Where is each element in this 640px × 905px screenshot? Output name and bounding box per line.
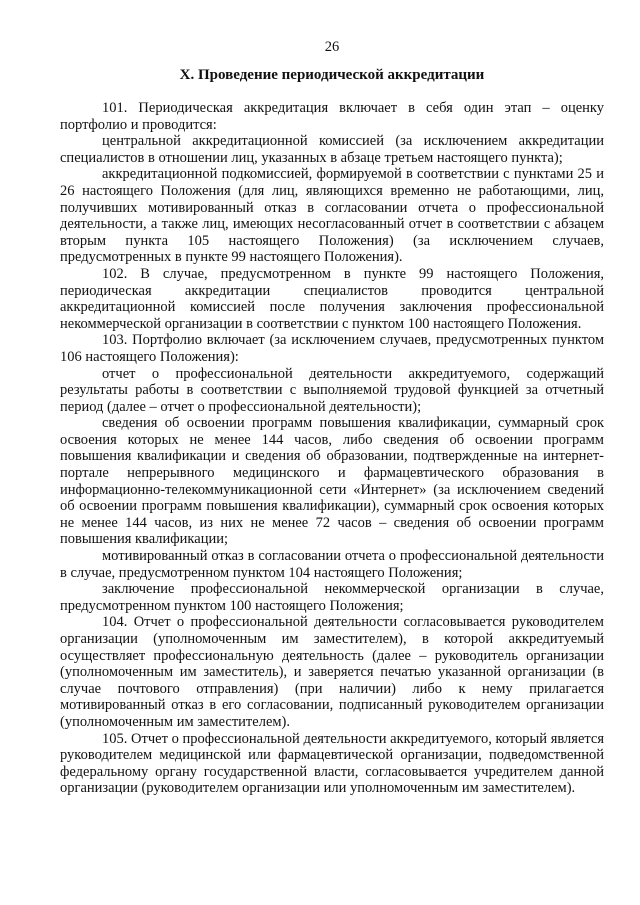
document-body [60, 100, 604, 797]
paragraph-101: 101. Периодическая аккредитация включает в себя один этап – оценку портфолио и проводится: [60, 100, 604, 133]
paragraph-101-subcommission: аккредитационной подкомиссией, формируемой в соответствии с пунктами 25 и 26 настоящего Положения (для лиц, являющихся временно не работающими, лиц, получивших мотивированный отказ в согласовании отчета о профессиональной деятельности, а также лиц, имеющих несогласованный отчет в соответствии с абзацем вторым пункта 105 настоящего Положения) (за исключением случаев, предусмотренных в пункте 99 настоящего Положения). [60, 166, 604, 266]
paragraph-103-conclusion: заключение профессиональной некоммерческой организации в случае, предусмотренном пунктом 100 настоящего Положения; [60, 581, 604, 614]
paragraph-102: 102. В случае, предусмотренном в пункте 99 настоящего Положения, периодическая аккредитации специалистов проводится центральной аккредитационной комиссией после получения заключения профессиональной некоммерческой организации в соответствии с пунктом 100 настоящего Положения. [60, 265, 604, 332]
paragraph-105: 105. Отчет о профессиональной деятельности аккредитуемого, который является руководителем медицинской или фармацевтической организации, подведомственной федеральному органу государственной власти, согласовывается учредителем данной организации (руководителем организации или уполномоченным им заместителем). [60, 730, 604, 797]
paragraph-103: 103. Портфолио включает (за исключением случаев, предусмотренных пунктом 106 настоящего Положения): [60, 332, 604, 365]
paragraph-103-qualification: сведения об освоении программ повышения квалификации, суммарный срок освоения которых не менее 144 часов, либо сведения об освоении программ повышения квалификации и сведения об образовании, подтвержденные на интернет-портале непрерывного медицинского и фармацевтического образования в информационно-телекоммуникационной сети «Интернет» (за исключением сведений об освоении программ повышения квалификации), суммарный срок освоения которых не менее 144 часов, из них не менее 72 часов – сведения об освоении программ повышения квалификации; [60, 415, 604, 548]
paragraph-103-refusal: мотивированный отказ в согласовании отчета о профессиональной деятельности в случае, предусмотренном пунктом 104 настоящего Положения; [60, 548, 604, 581]
paragraph-103-report: отчет о профессиональной деятельности аккредитуемого, содержащий результаты работы в соответствии с выполняемой трудовой функцией за отчетный период (далее – отчет о профессиональной деятельности); [60, 365, 604, 415]
paragraph-101-central-commission: центральной аккредитационной комиссией (за исключением аккредитации специалистов в отношении лиц, указанных в абзаце третьем настоящего пункта); [60, 133, 604, 166]
paragraph-104: 104. Отчет о профессиональной деятельности согласовывается руководителем организации (уполномоченным им заместителем), в которой аккредитуемый осуществляет профессиональную деятельность (далее – руководитель организации (уполномоченным им заместитель), и заверяется печатью указанной организации (в случае почтового отправления) (при наличии) либо к нему прилагается мотивированный отказ в его согласовании, подписанный руководителем организации (уполномоченным им заместителем). [60, 614, 604, 730]
page-number: 26 [324, 39, 340, 55]
section-title: X. Проведение периодической аккредитации [179, 67, 485, 83]
